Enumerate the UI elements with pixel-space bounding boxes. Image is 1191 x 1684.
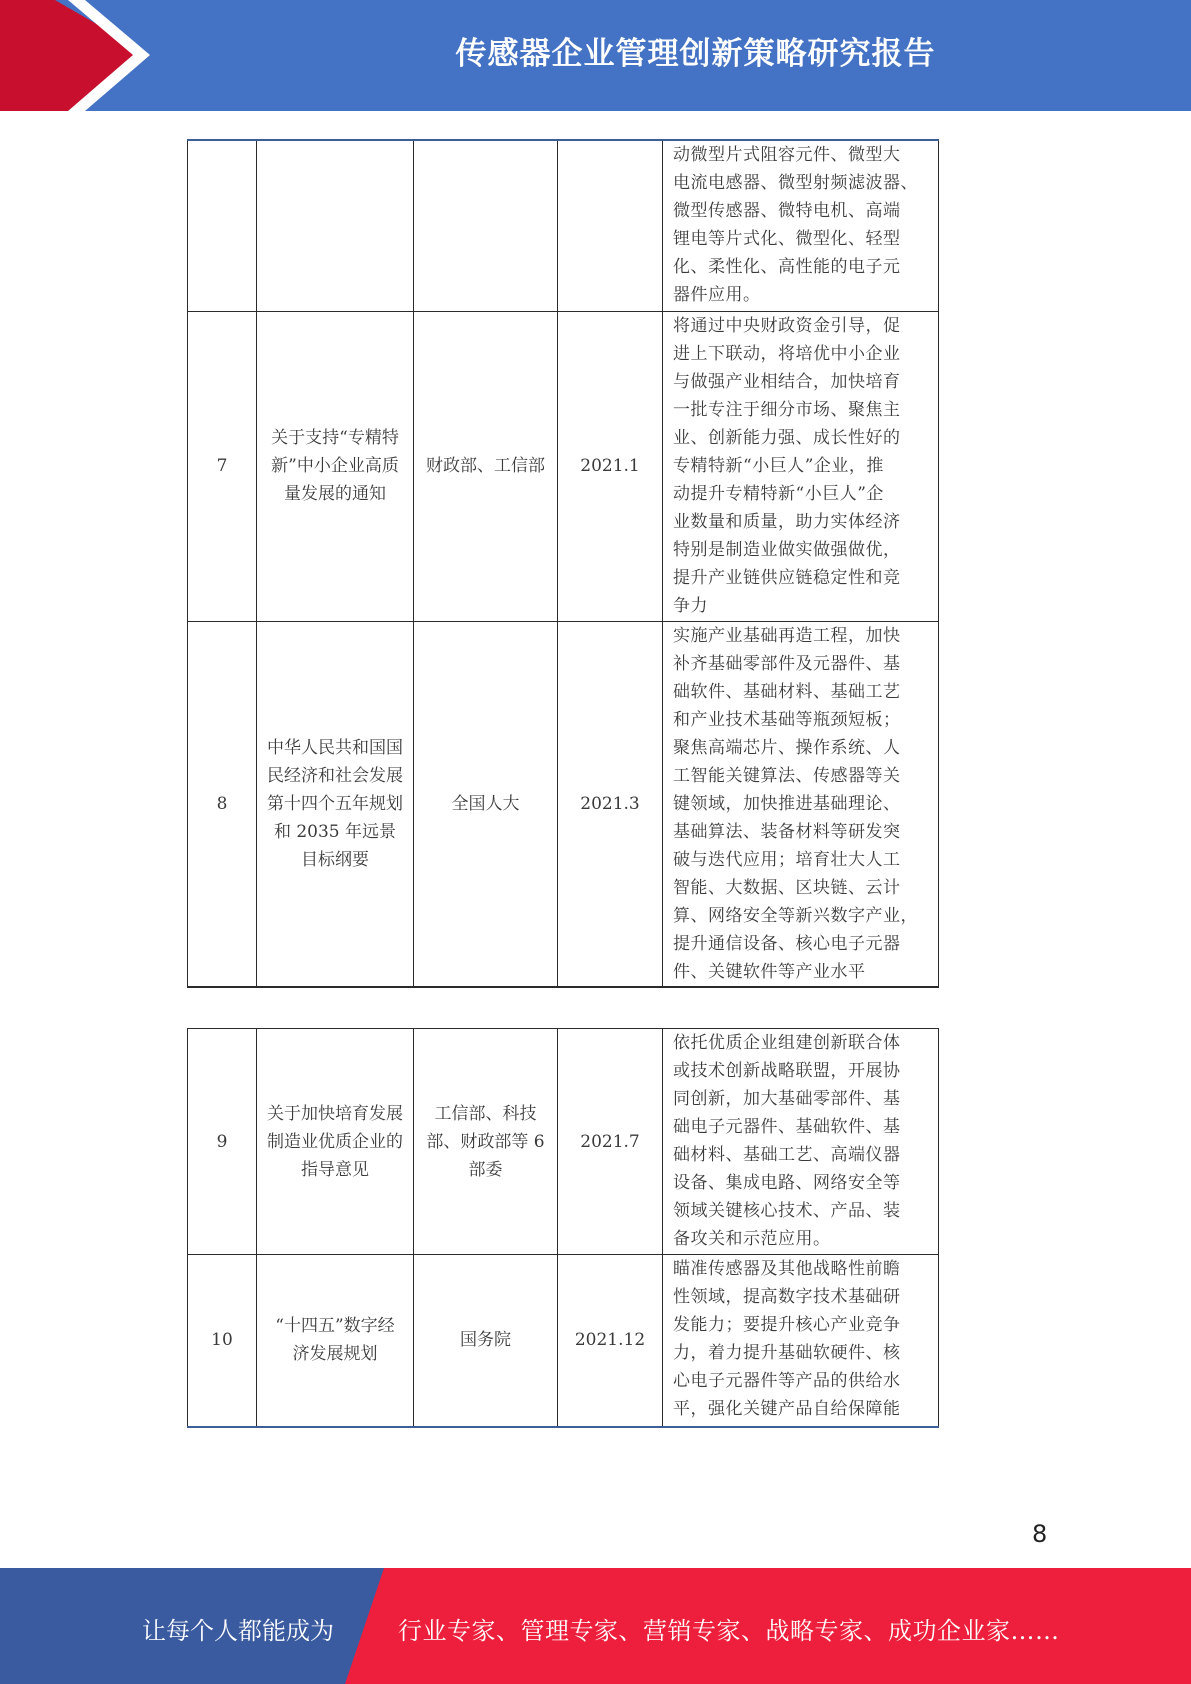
cell-no: 8 <box>188 621 257 987</box>
cell-description <box>663 1255 939 1427</box>
cell-policy-name: 关于加快培育发展制造业优质企业的指导意见 <box>257 1029 414 1255</box>
cell-department: 工信部、科技部、财政部等 6 部委 <box>414 1029 558 1255</box>
table-row <box>188 1255 939 1427</box>
cell-no: 7 <box>188 311 257 621</box>
cell-description <box>663 1029 939 1255</box>
desc-line: 础软件、基础材料、基础工艺 <box>673 681 901 702</box>
cell-date: 2021.12 <box>558 1255 663 1427</box>
cell-department: 全国人大 <box>414 621 558 987</box>
desc-line: 提升产业链供应链稳定性和竞 <box>673 567 901 588</box>
footer-slogan-right: 行业专家、管理专家、营销专家、战略专家、成功企业家…… <box>398 1617 1060 1645</box>
desc-line: 进上下联动，将培优中小企业 <box>673 343 901 364</box>
desc-line: 础材料、基础工艺、高端仪器 <box>673 1145 901 1165</box>
footer-slogan-left: 让每个人都能成为 <box>142 1617 334 1645</box>
cell-date: 2021.7 <box>558 1029 663 1255</box>
desc-line: 力，着力提升基础软硬件、核 <box>673 1343 901 1363</box>
cell-policy-name: “十四五”数字经济发展规划 <box>257 1255 414 1427</box>
cell-policy-name <box>257 140 414 311</box>
desc-line: 动微型片式阻容元件、微型大 <box>673 145 901 165</box>
desc-line: 同创新，加大基础零部件、基 <box>673 1089 901 1109</box>
desc-line: 瞄准传感器及其他战略性前瞻 <box>673 1259 901 1279</box>
desc-line: 键领域，加快推进基础理论、 <box>673 793 901 814</box>
desc-line: 算、网络安全等新兴数字产业， <box>673 905 918 926</box>
policy-table-part2 <box>187 1028 939 1428</box>
page-number: 8 <box>1032 1520 1048 1548</box>
desc-line: 特别是制造业做实做强做优， <box>673 539 901 560</box>
table-row <box>188 311 939 621</box>
desc-line: 器件应用。 <box>673 285 761 305</box>
page-footer <box>0 1568 1191 1684</box>
cell-policy-name: 关于支持“专精特新”中小企业高质量发展的通知 <box>257 311 414 621</box>
cell-description <box>663 621 939 987</box>
desc-line: 将通过中央财政资金引导，促 <box>673 315 901 336</box>
desc-line: 补齐基础零部件及元器件、基 <box>673 653 901 674</box>
desc-line: 领域关键核心技术、产品、装 <box>673 1201 901 1221</box>
page-header <box>0 0 1191 111</box>
desc-line: 业、创新能力强、成长性好的 <box>673 427 901 448</box>
cell-date <box>558 140 663 311</box>
desc-line: 件、关键软件等产业水平 <box>673 961 866 982</box>
cell-department <box>414 140 558 311</box>
desc-line: 性领域，提高数字技术基础研 <box>673 1287 901 1307</box>
report-title: 传感器企业管理创新策略研究报告 <box>455 36 936 72</box>
cell-no <box>188 140 257 311</box>
cell-date: 2021.3 <box>558 621 663 987</box>
desc-line: 依托优质企业组建创新联合体 <box>673 1033 901 1053</box>
desc-line: 破与迭代应用；培育壮大人工 <box>673 849 901 870</box>
desc-line: 发能力；要提升核心产业竞争 <box>673 1315 901 1335</box>
cell-date: 2021.1 <box>558 311 663 621</box>
desc-line: 微型传感器、微特电机、高端 <box>673 201 901 221</box>
desc-line: 专精特新“小巨人”企业，推 <box>673 455 884 476</box>
desc-line: 提升通信设备、核心电子元器 <box>673 933 901 954</box>
desc-line: 锂电等片式化、微型化、轻型 <box>673 229 901 249</box>
desc-line: 设备、集成电路、网络安全等 <box>673 1173 901 1193</box>
desc-line: 聚焦高端芯片、操作系统、人 <box>673 737 901 758</box>
desc-line: 智能、大数据、区块链、云计 <box>673 877 901 898</box>
table-row <box>188 1029 939 1255</box>
desc-line: 工智能关键算法、传感器等关 <box>673 765 901 786</box>
desc-line: 争力 <box>673 595 708 616</box>
cell-description <box>663 311 939 621</box>
desc-line: 平，强化关键产品自给保障能 <box>673 1399 901 1419</box>
cell-description <box>663 140 939 311</box>
desc-line: 业数量和质量，助力实体经济 <box>673 511 901 532</box>
cell-no: 9 <box>188 1029 257 1255</box>
desc-line: 和产业技术基础等瓶颈短板； <box>673 709 901 730</box>
desc-line: 基础算法、装备材料等研发突 <box>673 821 901 842</box>
desc-line: 化、柔性化、高性能的电子元 <box>673 257 901 277</box>
cell-department: 国务院 <box>414 1255 558 1427</box>
desc-line: 础电子元器件、基础软件、基 <box>673 1117 901 1137</box>
desc-line: 一批专注于细分市场、聚焦主 <box>673 399 901 420</box>
header-red-chevron <box>0 0 150 111</box>
cell-policy-name: 中华人民共和国国民经济和社会发展第十四个五年规划和 2035 年远景目标纲要 <box>257 621 414 987</box>
desc-line: 电流电感器、微型射频滤波器、 <box>673 173 918 193</box>
cell-department: 财政部、工信部 <box>414 311 558 621</box>
desc-line: 实施产业基础再造工程，加快 <box>673 625 901 646</box>
desc-line: 心电子元器件等产品的供给水 <box>673 1371 901 1391</box>
table-row <box>188 140 939 311</box>
table-row <box>188 621 939 987</box>
desc-line: 或技术创新战略联盟，开展协 <box>673 1061 901 1081</box>
desc-line: 与做强产业相结合，加快培育 <box>673 371 901 392</box>
desc-line: 动提升专精特新“小巨人”企 <box>673 483 884 504</box>
policy-table-part1 <box>187 139 939 988</box>
desc-line: 备攻关和示范应用。 <box>673 1229 831 1249</box>
cell-no: 10 <box>188 1255 257 1427</box>
